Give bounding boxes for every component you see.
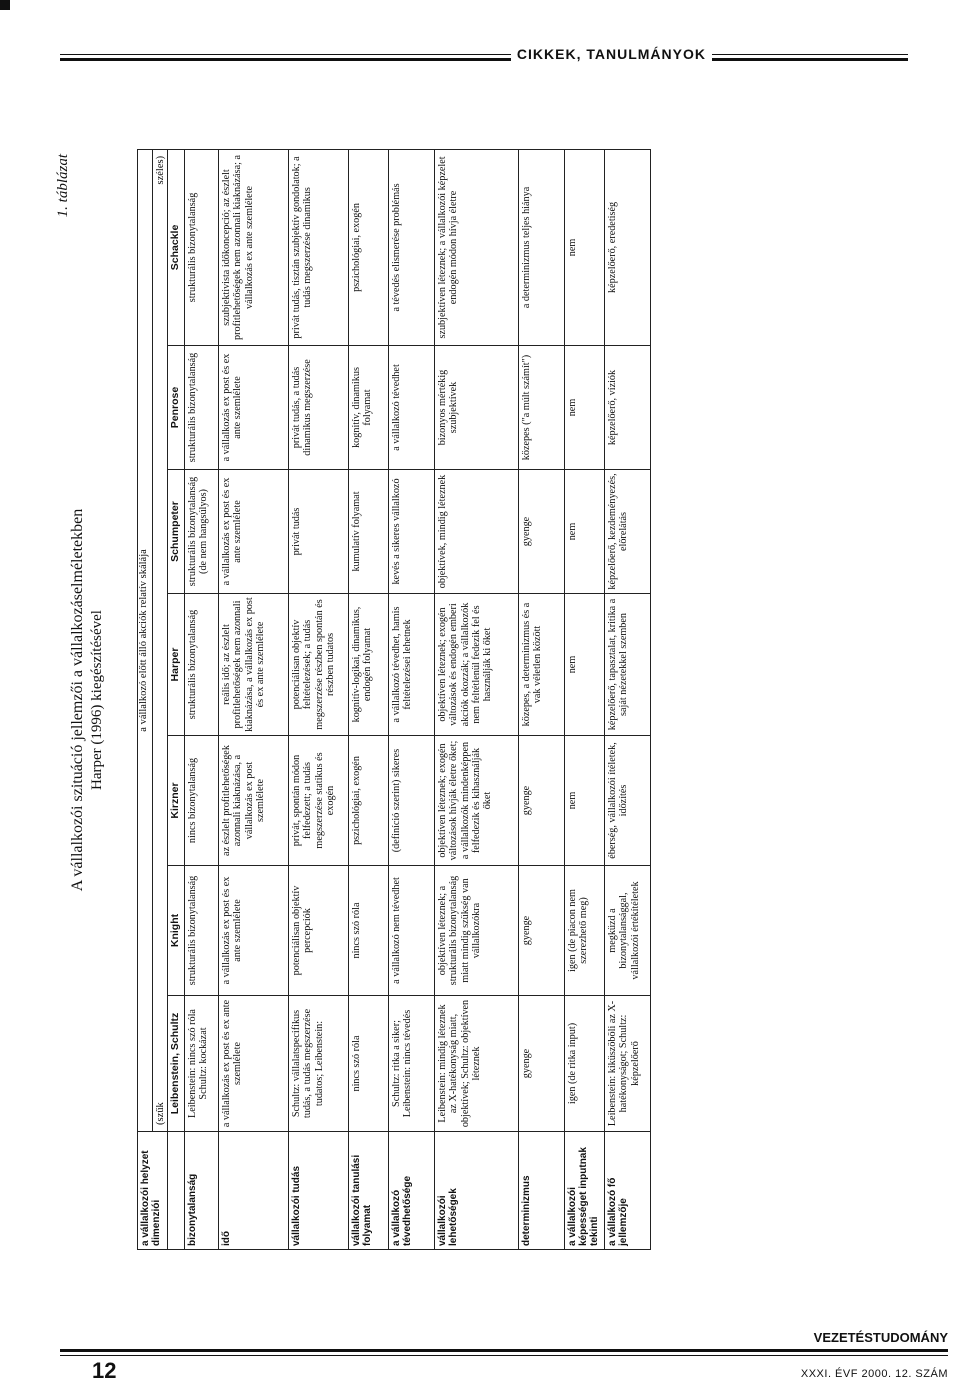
table-cell: szubjektíven léteznek; a vállalkozói képzelet endogén módon hívja életre bbox=[434, 149, 518, 345]
table-cell: reális idő; az észlelt profitlehetőségek nem azonnali kiaknázása, a vállalkozás ex post és ex ante szemlélete bbox=[218, 594, 288, 736]
rotated-table-block bbox=[55, 150, 785, 1250]
column-header: Leibenstein, Schultz bbox=[168, 996, 185, 1132]
table-cell: Leibenstein: mindig léteznek az X-hatékonyság miatt, objektívek; Schultz: objektíven léteznek bbox=[434, 996, 518, 1132]
table-cell: nem bbox=[564, 594, 604, 736]
column-header: Schumpeter bbox=[168, 470, 185, 594]
table-row bbox=[518, 149, 564, 1249]
table-cell: nem bbox=[564, 736, 604, 866]
table-cell: a vállalkozó tévedhet bbox=[388, 346, 434, 470]
table-cell: a vállalkozás ex post és ex ante szemlélete bbox=[218, 996, 288, 1132]
table-cell: gyenge bbox=[518, 996, 564, 1132]
table-row bbox=[288, 149, 348, 1249]
table-cell: a tévedés elismerése problémás bbox=[388, 149, 434, 345]
table-cell: nincs szó róla bbox=[348, 866, 388, 996]
row-header: vállalkozói lehetőségek bbox=[434, 1132, 518, 1250]
row-header: a vállalkozói képességet inputnak tekinti bbox=[564, 1132, 604, 1250]
corner-crop-mark bbox=[0, 0, 10, 10]
table-cell: közepes ("a múlt számít") bbox=[518, 346, 564, 470]
table-row bbox=[348, 149, 388, 1249]
row-header: vállalkozói tudás bbox=[288, 1132, 348, 1250]
row-header: determinizmus bbox=[518, 1132, 564, 1250]
table-cell: gyenge bbox=[518, 470, 564, 594]
issue-info: XXXI. ÉVF 2000. 12. SZÁM bbox=[800, 1368, 948, 1380]
column-header: Kirzner bbox=[168, 736, 185, 866]
table-cell: kevés a sikeres vállalkozó bbox=[388, 470, 434, 594]
section-label: CIKKEK, TANULMÁNYOK bbox=[511, 46, 712, 62]
table-cell: a vállalkozás ex post és ex ante szemlélete bbox=[218, 866, 288, 996]
table-cell: gyenge bbox=[518, 736, 564, 866]
table-cell: a vállalkozás ex post és ex ante szemlélete bbox=[218, 470, 288, 594]
table-cell: éberség, vállalkozói ítéletek, időzítés bbox=[604, 736, 650, 866]
table-subtitle: Harper (1996) kiegészítésével bbox=[89, 610, 105, 790]
table-cell: igen (de ritka input) bbox=[564, 996, 604, 1132]
scale-right-label: széles) bbox=[155, 155, 166, 185]
table-cell: igen (de piacon nem szerezhető meg) bbox=[564, 866, 604, 996]
table-row bbox=[184, 149, 218, 1249]
journal-title: VEZETÉSTUDOMÁNY bbox=[813, 1330, 948, 1345]
table-cell: szubjektivista időkoncepció; az észlelt profitlehetőségek nem azonnali kiaknázása; a vállalkozás ex ante szemlélete bbox=[218, 149, 288, 345]
table-cell: Leibenstein: nincs szó róla Schultz: kockázat bbox=[184, 996, 218, 1132]
table-cell: Schultz: ritka a siker; Leibenstein: nincs tévedés bbox=[388, 996, 434, 1132]
table-cell: objektívek, mindig léteznek bbox=[434, 470, 518, 594]
column-header: Penrose bbox=[168, 346, 185, 470]
table-cell: objektíven léteznek; exogén változások és endogén emberi akciók okozzák; a vállalkozók nem feltétlenül fedezik fel és használják ki őket bbox=[434, 594, 518, 736]
table-cell: kognitív-logikai, dinamikus, endogén folyamat bbox=[348, 594, 388, 736]
column-header: Knight bbox=[168, 866, 185, 996]
footer-rule bbox=[60, 1349, 948, 1363]
row-header: idő bbox=[218, 1132, 288, 1250]
table-label: 1. táblázat bbox=[55, 154, 71, 218]
table-cell: a vállalkozó tévedhet, hamis feltételezései lehetnek bbox=[388, 594, 434, 736]
table-row bbox=[564, 149, 604, 1249]
table-cell: képzelőerő, kezdeményezés, előrelátás bbox=[604, 470, 650, 594]
table-cell: strukturális bizonytalanság bbox=[184, 149, 218, 345]
scale-left-label: (szűk bbox=[155, 1102, 166, 1125]
table-cell: Schultz: vállalatspecifikus tudás, a tudás megszerzése tudatos; Leibenstein: bbox=[288, 996, 348, 1132]
table-cell: objektíven léteznek; a strukturális bizonytalanság miatt mindig szükség van vállalkozókra bbox=[434, 866, 518, 996]
table-row bbox=[388, 149, 434, 1249]
table-cell: bizonyos mértékig szubjektívek bbox=[434, 346, 518, 470]
table-cell: képzelőerő, víziók bbox=[604, 346, 650, 470]
table-cell: az észlelt profitlehetőségek azonnali kiaknázása, a vállalkozás ex post szemlélete bbox=[218, 736, 288, 866]
scale-range bbox=[153, 149, 168, 1131]
table-cell: strukturális bizonytalanság bbox=[184, 594, 218, 736]
table-cell: objektíven léteznek; exogén változások hívják életre őket; a vállalkozók mindenképpen felfedezik és kihasználják őket bbox=[434, 736, 518, 866]
table-title: A vállalkozói szituáció jellemzői a vállalkozáselméletekben bbox=[69, 508, 86, 892]
table-cell: nem bbox=[564, 470, 604, 594]
table-cell: privát tudás, tisztán szubjektív gondolatok; a tudás megszerzése dinamikus bbox=[288, 149, 348, 345]
table-cell: privát tudás, a tudás dinamikus megszerzése bbox=[288, 346, 348, 470]
column-header: Harper bbox=[168, 594, 185, 736]
table-cell: a determinizmus teljes hiánya bbox=[518, 149, 564, 345]
scale-header bbox=[138, 149, 153, 1131]
table-cell: potenciálisan objektív feltételezések; a tudás megszerzése részben spontán és részben tudatos bbox=[288, 594, 348, 736]
table-cell: strukturális bizonytalanság bbox=[184, 866, 218, 996]
table-row bbox=[434, 149, 518, 1249]
corner-spacer bbox=[168, 1132, 185, 1250]
table-cell: képzelőerő, eredetiség bbox=[604, 149, 650, 345]
table-cell: (definíció szerint) sikeres bbox=[388, 736, 434, 866]
table-cell: nem bbox=[564, 346, 604, 470]
corner-header: a vállalkozói helyzet dimenziói bbox=[138, 1132, 168, 1250]
row-header: a vállalkozó fő jellemzője bbox=[604, 1132, 650, 1250]
table-cell: strukturális bizonytalanság bbox=[184, 346, 218, 470]
table-row bbox=[604, 149, 650, 1249]
table-cell: közepes, a determinizmus és a vak véletlen között bbox=[518, 594, 564, 736]
comparison-table bbox=[137, 149, 651, 1250]
row-header: vállalkozói tanulási folyamat bbox=[348, 1132, 388, 1250]
table-cell: pszichológiai, exogén bbox=[348, 736, 388, 866]
table-cell: nem bbox=[564, 149, 604, 345]
page-number: 12 bbox=[92, 1358, 117, 1383]
table-cell: a vállalkozó nem tévedhet bbox=[388, 866, 434, 996]
table-cell: pszichológiai, exogén bbox=[348, 149, 388, 345]
table-cell: megküzd a bizonytalansággal, vállalkozói értékítéletek bbox=[604, 866, 650, 996]
table-cell: a vállalkozás ex post és ex ante szemlélete bbox=[218, 346, 288, 470]
column-header: Schackle bbox=[168, 149, 185, 345]
table-cell: képzelőerő, tapasztalat, kritika a saját nézetekkel szemben bbox=[604, 594, 650, 736]
table-cell: strukturális bizonytalanság (de nem hangsúlyos) bbox=[184, 470, 218, 594]
table-cell: privát tudás bbox=[288, 470, 348, 594]
table-cell: kumulatív folyamat bbox=[348, 470, 388, 594]
table-cell: nincs bizonytalanság bbox=[184, 736, 218, 866]
header-rule bbox=[60, 50, 908, 64]
table-cell: Leibenstein: kiküszöböli az X-hatékonyságot; Schultz: képzelőerő bbox=[604, 996, 650, 1132]
table-cell: nincs szó róla bbox=[348, 996, 388, 1132]
table-cell: gyenge bbox=[518, 866, 564, 996]
row-header: a vállalkozó tévedhetősége bbox=[388, 1132, 434, 1250]
table-cell: kognitív, dinamikus folyamat bbox=[348, 346, 388, 470]
table-cell: privát, spontán módon felfedezett; a tudás megszerzése statikus és exogén bbox=[288, 736, 348, 866]
scale-caption: a vállalkozó előtt álló akciók relatív skálája bbox=[138, 549, 149, 732]
table-cell: potenciálisan objektív percepciók bbox=[288, 866, 348, 996]
row-header: bizonytalanság bbox=[184, 1132, 218, 1250]
table-row bbox=[218, 149, 288, 1249]
